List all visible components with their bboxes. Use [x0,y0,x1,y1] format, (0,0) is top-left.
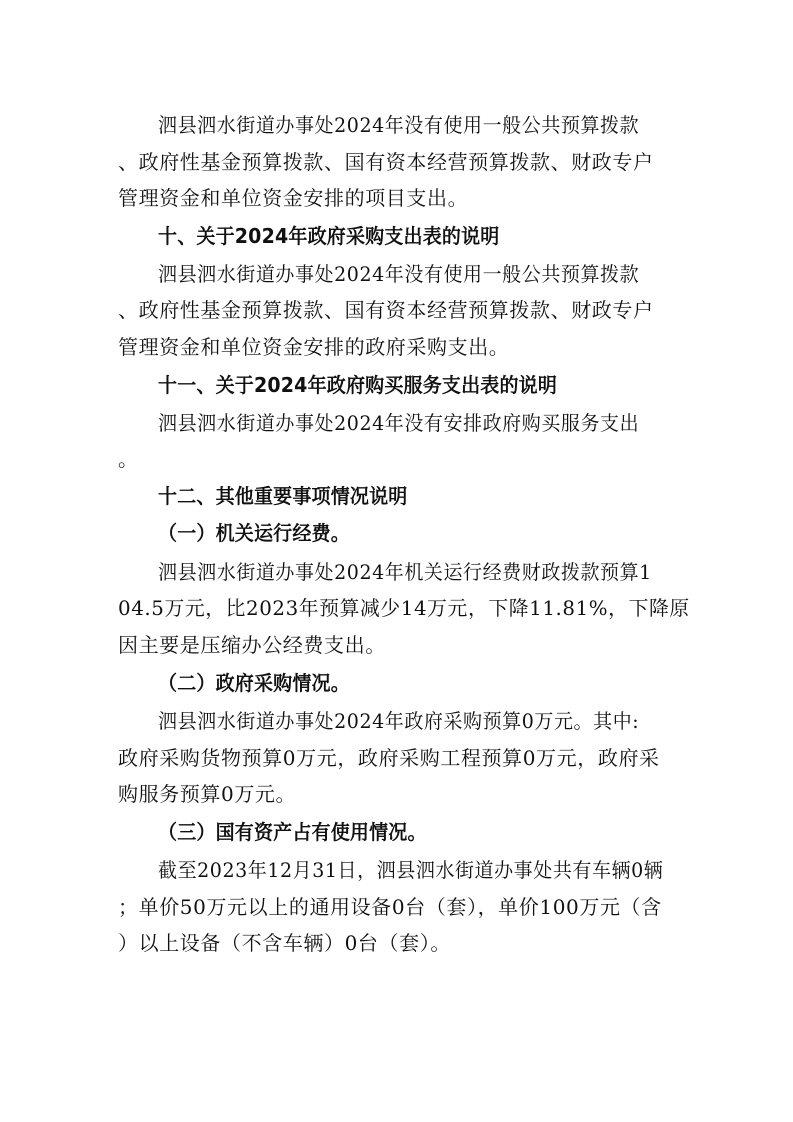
section-heading: 十一、关于2024年政府购买服务支出表的说明 [158,373,558,397]
paragraph-line: 泗县泗水街道办事处2024年机关运行经费财政拨款预算1 [158,560,652,584]
paragraph-line: 04.5万元，比2023年预算减少14万元，下降11.81%，下降原 [118,596,690,620]
paragraph-line: 截至2023年12月31日，泗县泗水街道办事处共有车辆0辆 [158,858,664,882]
section-heading: 十、关于2024年政府采购支出表的说明 [158,224,500,248]
paragraph-line: ）以上设备（不含车辆）0台（套）。 [118,931,451,955]
subsection-heading: （一）机关运行经费。 [158,521,350,545]
paragraph-line: 政府采购货物预算0万元，政府采购工程预算0万元，政府采 [118,746,660,770]
paragraph-line: 管理资金和单位资金安排的项目支出。 [118,186,469,210]
paragraph-line: 管理资金和单位资金安排的政府采购支出。 [118,335,510,359]
paragraph-line: 泗县泗水街道办事处2024年没有使用一般公共预算拨款 [158,262,640,286]
paragraph-line: 泗县泗水街道办事处2024年政府采购预算0万元。其中: [158,709,640,733]
paragraph-line: 泗县泗水街道办事处2024年没有安排政府购买服务支出 [158,411,640,435]
paragraph-line: ；单价50万元以上的通用设备0台（套），单价100万元（含 [118,895,662,919]
paragraph-line: 、政府性基金预算拨款、国有资本经营预算拨款、财政专户 [118,298,654,322]
paragraph-line: 购服务预算0万元。 [118,782,297,806]
subsection-heading: （三）国有资产占有使用情况。 [158,820,427,844]
paragraph-line: 。 [118,447,139,471]
section-heading: 十二、其他重要事项情况说明 [158,484,408,508]
paragraph-line: 因主要是压缩办公经费支出。 [118,633,386,657]
subsection-heading: （二）政府采购情况。 [158,671,350,695]
paragraph-line: 、政府性基金预算拨款、国有资本经营预算拨款、财政专户 [118,150,654,174]
paragraph-line: 泗县泗水街道办事处2024年没有使用一般公共预算拨款 [158,113,640,137]
